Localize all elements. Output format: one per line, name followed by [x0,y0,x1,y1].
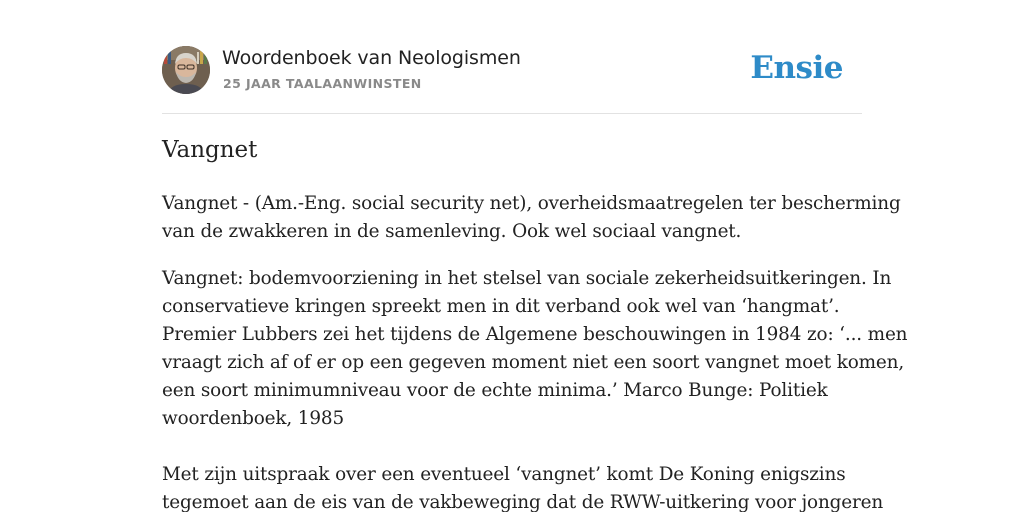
text-line: vraagt zich af of er op een gegeven moment niet een soort vangnet moet komen, [162,352,905,373]
page-title: Vangnet [162,137,258,163]
quote-paragraph [162,461,884,512]
article-body [162,190,908,512]
text-line: Met zijn uitspraak over een eventueel ‘vangnet’ komt De Koning enigszins [162,464,846,485]
header-divider [162,113,862,114]
avatar-image [162,46,210,94]
author-avatar[interactable] [162,46,210,94]
text-line: Vangnet - (Am.-Eng. social security net), overheidsmaatregelen ter bescherming [162,193,901,214]
author-name[interactable]: Woordenboek van Neologismen [222,47,521,69]
text-line: conservatieve kringen spreekt men in dit verband ook wel van ‘hangmat’. [162,296,840,317]
site-header [162,46,862,96]
author-subtitle: 25 JAAR TAALAANWINSTEN [223,76,422,91]
text-line: van de zwakkeren in de samenleving. Ook wel sociaal vangnet. [162,221,742,242]
text-line: Vangnet: bodemvoorziening in het stelsel van sociale zekerheidsuitkeringen. In [162,268,892,289]
definition-paragraph [162,190,901,246]
citation-paragraph [162,265,908,433]
text-line: Premier Lubbers zei het tijdens de Algemene beschouwingen in 1984 zo: ‘... men [162,324,908,345]
text-line: een soort minimumniveau voor de echte minima.’ Marco Bunge: Politiek [162,380,828,401]
text-line: tegemoet aan de eis van de vakbeweging dat de RWW-uitkering voor jongeren [162,492,884,512]
text-line: woordenboek, 1985 [162,408,344,429]
ensie-logo[interactable]: Ensie [750,50,843,86]
